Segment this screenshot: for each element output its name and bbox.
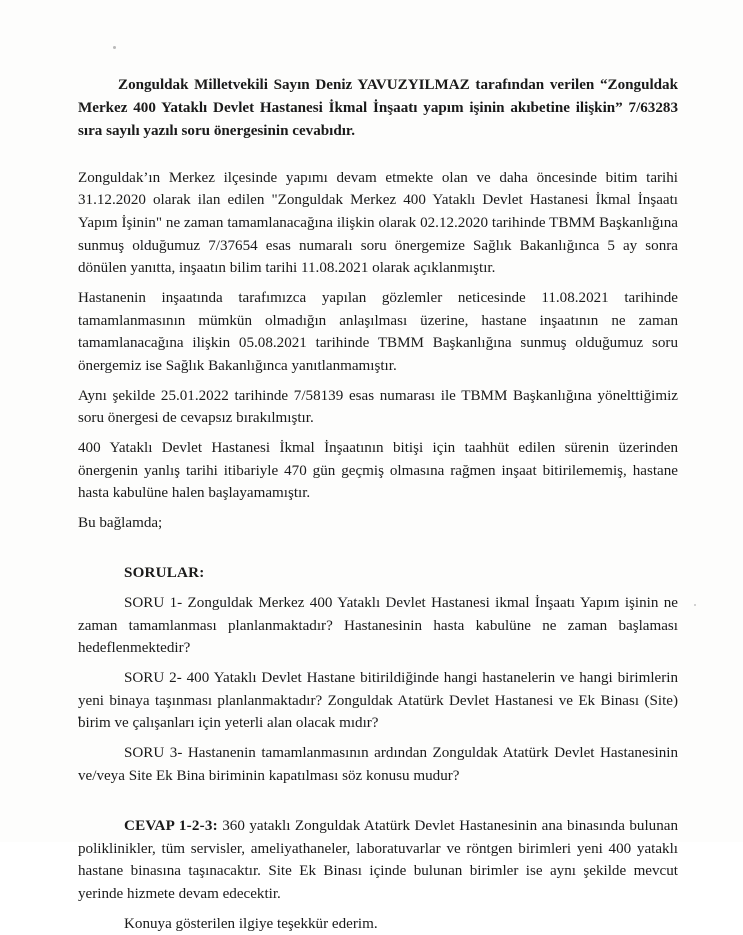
answer-paragraph <box>78 815 678 906</box>
questions-heading: SORULAR: <box>124 565 205 582</box>
paragraph-3: Aynı şekilde 25.01.2022 tarihinde 7/58139 esas numarası ile TBMM Başkanlığına yönelttiğimiz soru önergesi de cevapsız bırakılmıştır. <box>78 387 678 427</box>
paragraph-2: Hastanenin inşaatında tarafımızca yapılan gözlemler neticesinde 11.08.2021 tarihinde tamamlanmasının mümkün olmadığın anlaşılması üzerine, hastane inşaatının ne zaman tamamlanacağına ilişkin 05.08.2021 tarihinde TBMM Başkanlığına sunmuş olduğumuz soru önergemiz ise Sağlık Bakanlığınca yanıtlanmamıştır. <box>78 290 678 374</box>
answer-label: CEVAP 1-2-3: <box>124 818 218 835</box>
paragraph-5: Bu bağlamda; <box>78 514 163 531</box>
scan-speck <box>694 604 696 606</box>
scan-speck <box>113 46 116 49</box>
answer-text: 360 yataklı Zonguldak Atatürk Devlet Hastanesinin ana binasında bulunan poliklinikler, tüm servisler, ameliyathaneler, laboratuvarlar ve röntgen birimleri yeni 400 yataklı hastane binasına taşınacaktır. Site Ek Binası içinde bulunan birimler ise aynı şekilde mevcut yerinde hizmete devam edecektir. <box>78 818 678 903</box>
question-2: SORU 2- 400 Yataklı Devlet Hastane bitirildiğinde hangi hastanelerin ve hangi birimlerin yeni binaya taşınması planlanmaktadır? Zonguldak Atatürk Devlet Hastanesi ve Ek Binası (Site) birim ve çalışanları için yeterli alan olacak mıdır? <box>78 669 678 732</box>
paragraph-1: Zonguldak’ın Merkez ilçesinde yapımı devam etmekte olan ve daha öncesinde bitim tarihi 31.12.2020 olarak ilan edilen "Zonguldak Merkez 400 Yataklı Devlet Hastanesi İkmal İnşaatı Yapım İşinin" ne zaman tamamlanacağına ilişkin olarak 02.12.2020 tarihinde TBMM Başkanlığına sunmuş olduğumuz 7/37654 esas numaralı soru önergemize Sağlık Bakanlığınca 5 ay sonra dönülen yanıtta, inşaatın bilim tarihi 11.08.2021 olarak açıklanmıştır. <box>78 169 678 277</box>
document-body <box>78 74 678 935</box>
paragraph-4: 400 Yataklı Devlet Hastanesi İkmal İnşaatının bitişi için taahhüt edilen sürenin üzerinden önergenin yanlış tarihi itibariyle 470 gün geçmiş olmasına rağmen inşaat bitirilememiş, hastane hasta kabulüne halen başlayamamıştır. <box>78 439 678 502</box>
question-1: SORU 1- Zonguldak Merkez 400 Yataklı Devlet Hastanesi ikmal İnşaatı Yapım işinin ne zaman tamamlanması planlanmaktadır? Hastanesinin hasta kabulüne ne zaman başlaması hedeflenmektedir? <box>78 595 678 657</box>
question-3: SORU 3- Hastanenin tamamlanmasının ardından Zonguldak Atatürk Devlet Hastanesinin ve/veya Site Ek Bina biriminin kapatılması söz konusu mudur? <box>78 744 678 784</box>
document-title: Zonguldak Milletvekili Sayın Deniz YAVUZYILMAZ tarafından verilen “Zonguldak Merkez 400 Yataklı Devlet Hastanesi İkmal İnşaatı yapım işinin akıbetine ilişkin” 7/63283 sıra sayılı yazılı soru önergesinin cevabıdır. <box>78 77 678 139</box>
closing-paragraph: Konuya gösterilen ilgiye teşekkür ederim. <box>124 915 378 932</box>
